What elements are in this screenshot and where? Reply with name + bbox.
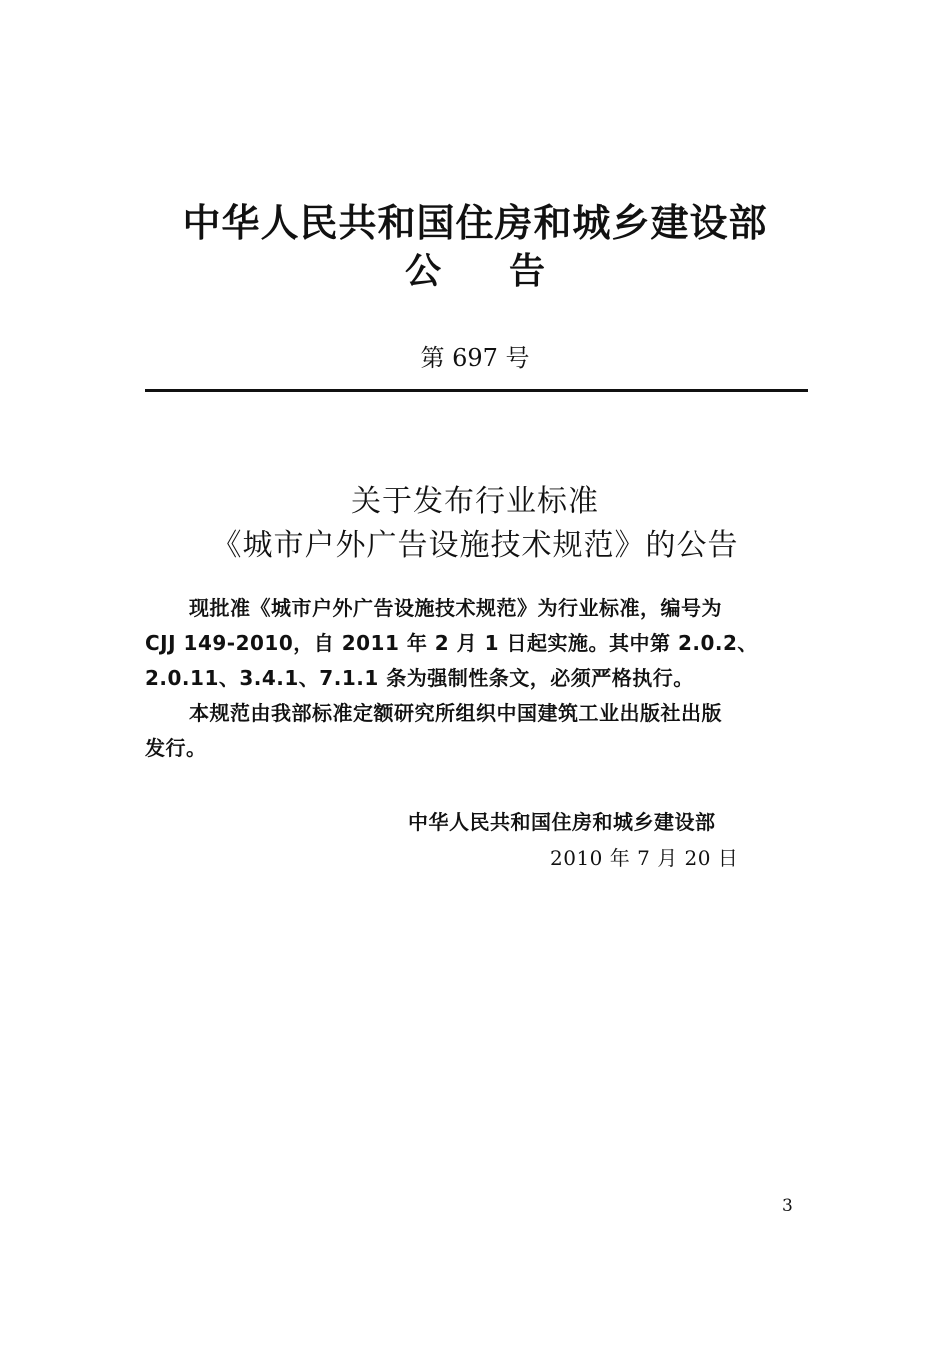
signature-date: 2010 年 7 月 20 日	[550, 846, 739, 870]
page-number: 3	[782, 1196, 793, 1216]
subject-line-2: 《城市户外广告设施技术规范》的公告	[211, 528, 739, 563]
notice-char-1: 公	[404, 251, 441, 292]
paragraph-1-line-3: 2.0.11、3.4.1、7.1.1 条为强制性条文，必须严格执行。	[145, 666, 694, 690]
paragraph-2-line-2: 发行。	[145, 736, 207, 760]
paragraph-1-line-2: CJJ 149-2010，自 2011 年 2 月 1 日起实施。其中第 2.0.2、	[145, 631, 758, 655]
paragraph-2-line-1: 本规范由我部标准定额研究所组织中国建筑工业出版社出版	[189, 701, 722, 725]
notice-number: 第 697 号	[420, 344, 530, 372]
announcement-body	[145, 591, 811, 766]
notice-title	[0, 243, 950, 294]
signature-organization: 中华人民共和国住房和城乡建设部	[408, 810, 716, 834]
subject-line-1: 关于发布行业标准	[351, 484, 599, 519]
ministry-title: 中华人民共和国住房和城乡建设部	[182, 201, 768, 245]
notice-char-2: 告	[509, 251, 546, 292]
paragraph-1-line-1: 现批准《城市户外广告设施技术规范》为行业标准，编号为	[189, 596, 722, 620]
header-divider	[145, 389, 808, 392]
